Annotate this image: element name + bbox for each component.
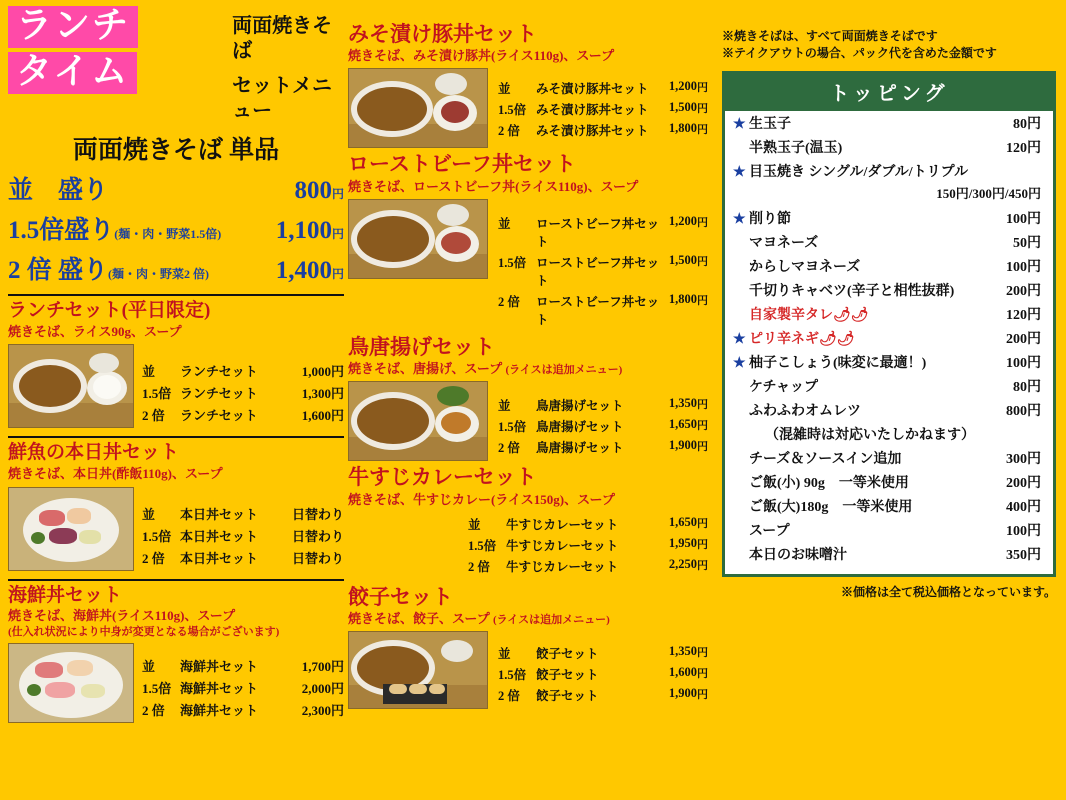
topping-row-sub — [725, 183, 1053, 206]
dish-photo-gyoza — [348, 631, 488, 709]
section-subtitle: 焼きそば、みそ漬け豚丼(ライス110g)、スープ — [348, 48, 615, 64]
tanpin-note: (麺・肉・野菜2 倍) — [108, 267, 210, 281]
item-name: ローストビーフ丼セット — [536, 294, 660, 327]
topping-row-note — [725, 422, 1053, 446]
item-price: 1,950 — [668, 535, 697, 550]
price-row — [142, 383, 344, 402]
topping-row — [725, 159, 1053, 183]
size-label: 2 倍 — [142, 703, 165, 719]
tanpin-price: 1,100 — [275, 217, 332, 244]
topping-row — [725, 350, 1053, 374]
star-icon: ★ — [733, 331, 746, 347]
topping-name: 削り節 — [749, 211, 791, 227]
size-label: 2 倍 — [498, 689, 520, 704]
item-name: 鳥唐揚げセット — [536, 441, 624, 456]
star-icon: ★ — [733, 355, 746, 371]
yen-unit: 円 — [697, 255, 708, 268]
topping-row — [725, 398, 1053, 422]
note-takeout: ※テイクアウトの場合、パック代を含めた金額です — [722, 46, 997, 61]
topping-price: 50円 — [1013, 235, 1041, 251]
price-row — [468, 557, 708, 575]
item-name: 餃子セット — [536, 689, 599, 704]
lunch-subtitle-line2: セットメニュー — [232, 75, 332, 122]
dish-photo-roast-beef-don — [348, 199, 488, 279]
topping-name: （混雑時は対応いたしかねます） — [765, 427, 975, 443]
section-subtitle: 焼きそば、ローストビーフ丼(ライス110g)、スープ — [348, 178, 639, 194]
yen-unit: 円 — [697, 441, 708, 454]
size-label: 1.5倍 — [142, 386, 172, 402]
topping-name: 半熟玉子(温玉) — [749, 140, 843, 156]
topping-name: ご飯(小) 90g 一等米使用 — [749, 475, 909, 491]
tanpin-price-row — [8, 250, 344, 286]
item-price: 日替わり — [291, 506, 344, 522]
topping-row — [725, 374, 1053, 398]
yen-unit: 円 — [697, 538, 708, 551]
yen-unit: 円 — [697, 124, 708, 137]
section-subtitle — [348, 360, 708, 378]
item-price: 1,500 — [668, 252, 697, 267]
tanpin-size: 2 倍 盛り — [8, 257, 109, 284]
topping-price: 200円 — [1006, 283, 1041, 299]
section-note: (仕入れ状況により中身が変更となる場合がございます) — [8, 626, 280, 639]
menu-section-roast-beef-don — [348, 152, 708, 330]
price-rows — [142, 344, 344, 428]
item-price: 日替わり — [291, 550, 344, 566]
topping-title: トッピング — [725, 74, 1053, 111]
topping-row — [725, 230, 1053, 254]
item-name: 海鮮丼セット — [180, 681, 259, 697]
topping-name: 柚子こしょう(味変に最適！) — [749, 355, 927, 371]
price-rows — [498, 199, 708, 331]
section-title: ランチセット(平日限定) — [8, 300, 211, 321]
menu-section-miso-pork-don — [348, 22, 708, 148]
topping-name: スープ — [749, 523, 790, 539]
divider — [8, 436, 344, 438]
price-row — [498, 644, 708, 662]
lunch-time-header — [8, 6, 344, 124]
yen-unit: 円 — [697, 216, 708, 229]
topping-row — [725, 206, 1053, 230]
topping-row — [725, 302, 1053, 326]
topping-price: 400円 — [1006, 499, 1041, 515]
size-label: 2 倍 — [142, 550, 165, 566]
left-column — [8, 6, 344, 723]
price-row — [468, 536, 708, 554]
price-rows — [142, 487, 344, 571]
topping-price: 350円 — [1006, 547, 1041, 563]
price-rows — [498, 68, 708, 148]
topping-row — [725, 494, 1053, 518]
price-row — [142, 678, 344, 697]
topping-row — [725, 254, 1053, 278]
item-price: 1,200 — [668, 213, 697, 228]
section-subtitle-text: 焼きそば、餃子、スープ — [348, 610, 490, 626]
topping-row — [725, 518, 1053, 542]
topping-row — [725, 446, 1053, 470]
size-label: 2 倍 — [142, 408, 165, 424]
topping-name: 千切りキャベツ(辛子と相性抜群) — [749, 283, 955, 299]
price-row — [498, 292, 708, 328]
lunch-subtitle-line1: 両面焼きそば — [232, 15, 333, 62]
item-price: 1,350 — [668, 396, 697, 411]
tax-note: ※価格は全て税込価格となっています。 — [840, 584, 1056, 599]
item-price: 1,350 — [668, 644, 697, 659]
topping-row — [725, 326, 1053, 350]
item-price: 2,000円 — [301, 681, 344, 697]
topping-price: 120円 — [1006, 307, 1041, 323]
topping-name: ふわふわオムレツ — [749, 403, 861, 419]
divider — [8, 579, 344, 581]
item-name: 鳥唐揚げセット — [536, 399, 624, 414]
price-row — [498, 686, 708, 704]
item-price: 2,300円 — [301, 703, 344, 719]
topping-price: 100円 — [1006, 211, 1041, 227]
dish-photo-honjitsu-don — [8, 487, 134, 571]
section-title: 餃子セット — [348, 584, 453, 609]
item-name: 鳥唐揚げセット — [536, 420, 624, 435]
item-name: 本日丼セット — [180, 528, 259, 544]
tanpin-price: 1,400 — [275, 257, 332, 284]
star-icon: ★ — [733, 211, 746, 227]
size-label: 並 — [142, 506, 156, 522]
topping-name: 本日のお味噌汁 — [749, 547, 847, 563]
item-price: 2,250 — [668, 556, 697, 571]
section-title: 鳥唐揚げセット — [348, 334, 495, 359]
item-name: 海鮮丼セット — [180, 703, 259, 719]
price-row — [468, 515, 708, 533]
price-row — [142, 700, 344, 719]
size-label: 1.5倍 — [468, 538, 497, 553]
item-name: みそ漬け豚丼セット — [536, 124, 649, 139]
topping-name: 自家製辛タレ🌶🌶 — [749, 307, 869, 323]
yen-unit: 円 — [697, 559, 708, 572]
size-label: 1.5倍 — [498, 420, 527, 435]
topping-row — [725, 111, 1053, 135]
dish-photo-karaage — [348, 381, 488, 461]
price-row — [142, 361, 344, 380]
price-rows — [142, 643, 344, 723]
price-row — [142, 656, 344, 675]
item-name: みそ漬け豚丼セット — [536, 103, 649, 118]
item-price: 1,600円 — [301, 408, 344, 424]
item-price: 1,650 — [668, 514, 697, 529]
item-name: ランチセット — [180, 386, 258, 402]
section-subtitle-note: (ライスは追加メニュー) — [492, 613, 610, 626]
section-subtitle: 焼きそば、牛すじカレー(ライス150g)、スープ — [348, 491, 615, 507]
size-label: 2 倍 — [498, 441, 520, 456]
menu-section-gyoza — [348, 585, 708, 710]
topping-name: ケチャップ — [749, 379, 819, 395]
item-price: 1,650 — [668, 417, 697, 432]
tanpin-yen: 円 — [331, 227, 344, 241]
size-label: 1.5倍 — [142, 528, 172, 544]
price-row — [498, 214, 708, 250]
yen-unit: 円 — [697, 689, 708, 702]
topping-price: 200円 — [1006, 331, 1041, 347]
size-label: 並 — [498, 647, 511, 662]
price-row — [142, 504, 344, 523]
item-price: 1,700円 — [301, 659, 344, 675]
yen-unit: 円 — [697, 647, 708, 660]
topping-name: ピリ辛ネギ🌶🌶 — [749, 331, 855, 347]
topping-price: 100円 — [1006, 523, 1041, 539]
dish-photo-lunch-set — [8, 344, 134, 428]
yen-unit: 円 — [697, 82, 708, 95]
tanpin-yen: 円 — [331, 267, 344, 281]
item-name: 餃子セット — [536, 647, 599, 662]
item-price: 1,900 — [668, 686, 697, 701]
size-label: 1.5倍 — [498, 255, 527, 270]
item-price: 1,900 — [668, 438, 697, 453]
topping-price: 120円 — [1006, 140, 1041, 156]
size-label: 1.5倍 — [498, 103, 527, 118]
size-label: 1.5倍 — [498, 668, 527, 683]
section-subtitle-note: (ライスは追加メニュー) — [505, 363, 623, 376]
price-row — [498, 79, 708, 97]
tanpin-size: 並 盛り — [8, 177, 109, 204]
item-name: 牛すじカレーセット — [506, 559, 619, 574]
menu-section-kaisen-don — [8, 585, 344, 724]
tanpin-note: (麺・肉・野菜1.5倍) — [114, 227, 222, 241]
size-label: 並 — [498, 399, 511, 414]
tanpin-price-row — [8, 170, 344, 206]
topping-price: 80円 — [1013, 379, 1041, 395]
tanpin-price-list — [8, 170, 344, 286]
section-subtitle: 焼きそば、本日丼(酢飯110g)、スープ — [8, 466, 223, 482]
size-label: 2 倍 — [498, 124, 520, 139]
section-title: 牛すじカレーセット — [348, 465, 537, 490]
lunch-subtitle — [222, 6, 344, 124]
topping-price: 300円 — [1006, 451, 1041, 467]
item-price: 1,200 — [668, 79, 697, 94]
size-label: 並 — [498, 82, 511, 97]
item-price: 1,800 — [668, 121, 697, 136]
price-row — [142, 548, 344, 567]
star-icon: ★ — [733, 116, 746, 132]
topping-price: 150円/300円/450円 — [936, 185, 1041, 201]
lunch-title-line2: タイム — [8, 52, 137, 94]
price-row — [498, 438, 708, 456]
topping-price: 800円 — [1006, 403, 1041, 419]
topping-price: 80円 — [1013, 116, 1041, 132]
section-title: みそ漬け豚丼セット — [348, 22, 537, 46]
item-price: 1,800 — [668, 291, 697, 306]
dish-photo-miso-pork-don — [348, 68, 488, 148]
tanpin-yen: 円 — [331, 187, 344, 201]
item-price: 1,500 — [668, 100, 697, 115]
lunch-time-title — [8, 6, 222, 94]
size-label: 1.5倍 — [142, 681, 172, 697]
topping-name: 目玉焼き シングル/ダブル/トリプル — [749, 164, 969, 180]
menu-section-karaage — [348, 335, 708, 462]
size-label: 2 倍 — [468, 559, 490, 574]
price-row — [142, 526, 344, 545]
size-label: 並 — [142, 659, 156, 675]
item-price: 1,600 — [668, 665, 697, 680]
yen-unit: 円 — [697, 668, 708, 681]
item-name: ローストビーフ丼セット — [536, 255, 660, 288]
item-name: 海鮮丼セット — [180, 659, 259, 675]
item-name: 本日丼セット — [180, 550, 259, 566]
section-subtitle: 焼きそば、ライス90g、スープ — [8, 323, 182, 339]
menu-section-lunch-set — [8, 300, 344, 428]
size-label: 2 倍 — [498, 294, 520, 309]
topping-price: 200円 — [1006, 475, 1041, 491]
price-rows — [468, 515, 708, 575]
item-name: ランチセット — [180, 364, 258, 380]
section-subtitle-text: 焼きそば、唐揚げ、スープ — [348, 360, 503, 376]
topping-name: チーズ＆ソースイン追加 — [749, 451, 902, 467]
topping-name: マヨネーズ — [749, 235, 819, 251]
topping-row — [725, 278, 1053, 302]
topping-price: 100円 — [1006, 355, 1041, 371]
dish-photo-kaisen-don — [8, 643, 134, 723]
item-name: みそ漬け豚丼セット — [536, 82, 649, 97]
topping-price: 100円 — [1006, 259, 1041, 275]
price-row — [142, 405, 344, 424]
item-name: ランチセット — [180, 408, 258, 424]
topping-row — [725, 135, 1053, 159]
topping-row — [725, 470, 1053, 494]
price-row — [498, 665, 708, 683]
section-title: 鮮魚の本日丼セット — [8, 442, 180, 464]
topping-name: からしマヨネーズ — [749, 259, 861, 275]
star-icon: ★ — [733, 164, 746, 180]
menu-section-honjitsu-don — [8, 442, 344, 570]
price-row — [498, 396, 708, 414]
item-name: ローストビーフ丼セット — [536, 216, 660, 249]
menu-section-gyusuji-curry — [348, 465, 708, 574]
price-row — [498, 417, 708, 435]
price-row — [498, 121, 708, 139]
note-yakisoba: ※焼きそばは、すべて両面焼きそばです — [722, 29, 938, 43]
section-title: 海鮮丼セット — [8, 584, 123, 606]
tanpin-size: 1.5倍盛り — [8, 217, 115, 244]
size-label: 並 — [498, 216, 511, 231]
middle-column — [348, 22, 708, 713]
topping-name: 生玉子 — [749, 116, 791, 132]
item-name: 牛すじカレーセット — [506, 517, 619, 532]
item-price: 1,000円 — [301, 364, 344, 380]
price-rows — [498, 631, 708, 709]
price-rows — [498, 381, 708, 461]
item-name: 餃子セット — [536, 668, 599, 683]
topping-name: ご飯(大)180g 一等米使用 — [749, 499, 913, 515]
section-subtitle: 焼きそば、海鮮丼(ライス110g)、スープ — [8, 608, 236, 624]
tanpin-section-title: 両面焼きそば 単品 — [72, 137, 280, 164]
item-name: 牛すじカレーセット — [506, 538, 619, 553]
price-row — [498, 253, 708, 289]
tanpin-price-row — [8, 210, 344, 246]
yen-unit: 円 — [697, 420, 708, 433]
tanpin-price: 800 — [294, 177, 332, 204]
section-subtitle — [348, 610, 708, 628]
size-label: 並 — [468, 517, 481, 532]
topping-box — [722, 71, 1056, 577]
yen-unit: 円 — [697, 294, 708, 307]
price-row — [498, 100, 708, 118]
topping-row — [725, 542, 1053, 566]
section-title: ローストビーフ丼セット — [348, 152, 577, 177]
right-column — [722, 28, 1056, 600]
size-label: 並 — [142, 364, 156, 380]
yen-unit: 円 — [697, 517, 708, 530]
lunch-title-line1: ランチ — [8, 6, 138, 48]
item-name: 本日丼セット — [180, 506, 259, 522]
divider — [8, 294, 344, 296]
item-price: 1,300円 — [301, 386, 344, 402]
yen-unit: 円 — [697, 399, 708, 412]
yen-unit: 円 — [697, 103, 708, 116]
item-price: 日替わり — [291, 528, 344, 544]
